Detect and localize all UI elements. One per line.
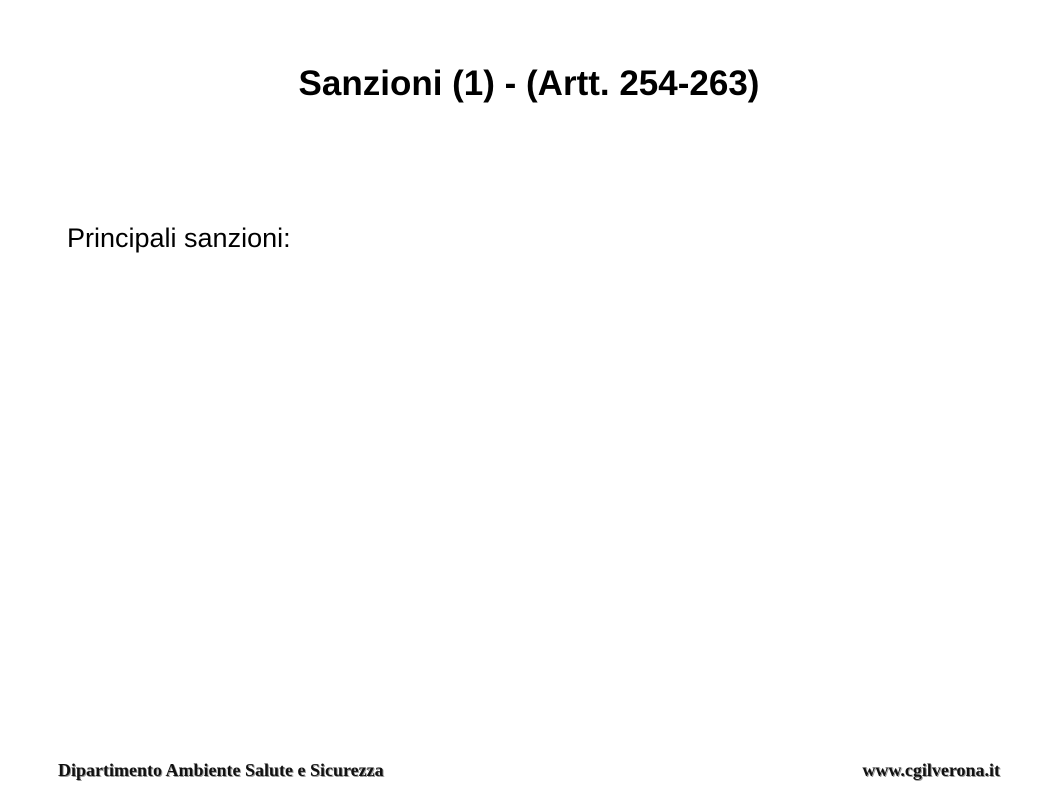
slide-title: Sanzioni (1) - (Artt. 254-263) [298, 64, 760, 103]
intro-heading: Principali sanzioni: [67, 223, 291, 253]
footer-website: www.cgilverona.it [862, 760, 1000, 780]
footer-department: Dipartimento Ambiente Salute e Sicurezza [58, 760, 384, 780]
